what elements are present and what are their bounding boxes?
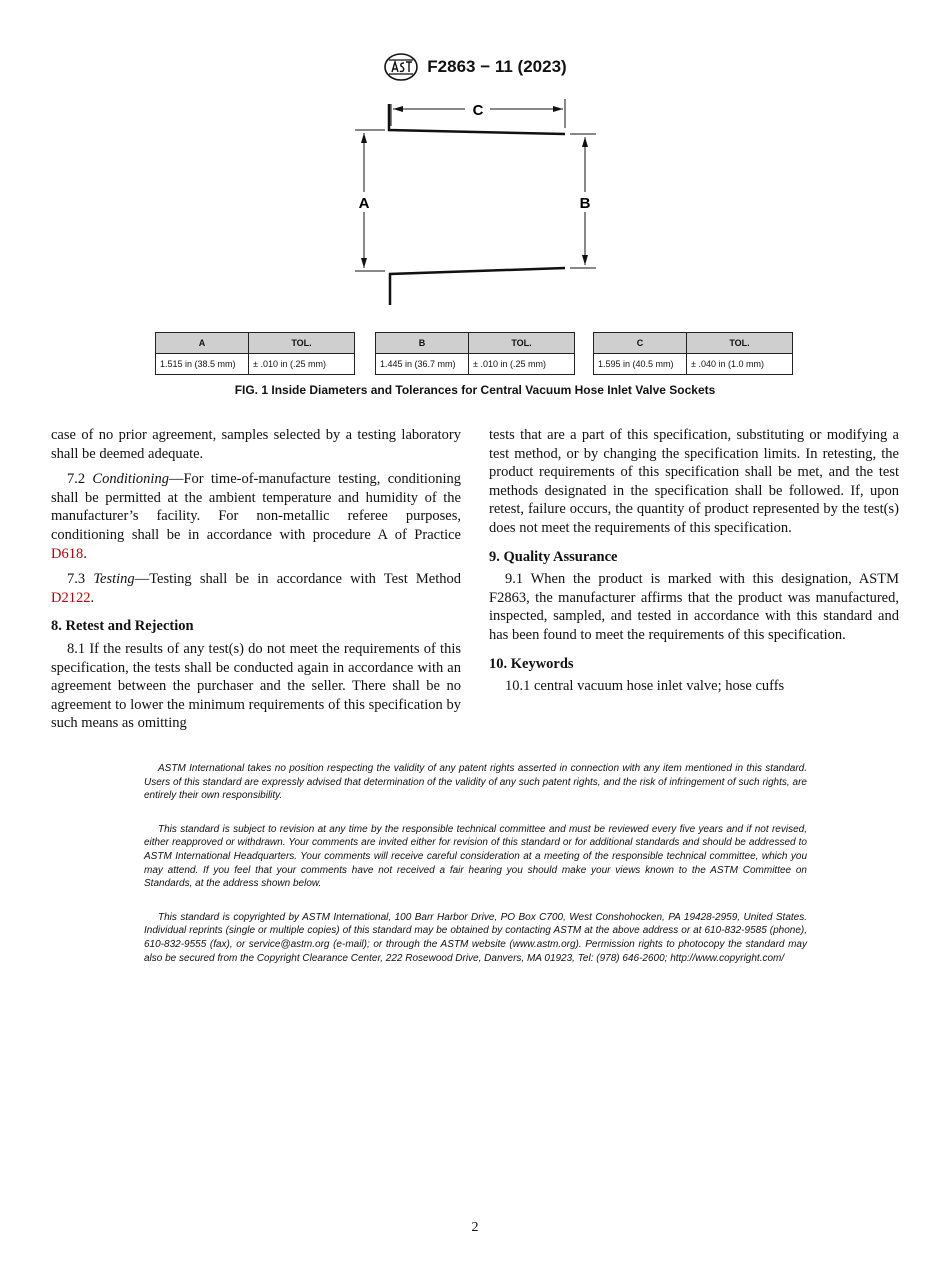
paragraph-8-1: 8.1 If the results of any test(s) do not meet the requirements of this specification, the tests shall be conducted again in accordance with an agreement between the purchaser and the seller. There shall be no agreement to lower the minimum requirements of this specification by such means as omitting	[51, 640, 461, 732]
table-cell: 1.445 in (36.7 mm)	[376, 354, 469, 375]
paragraph-7-1-continued: case of no prior agreement, samples selected by a testing laboratory shall be deemed adequate.	[51, 427, 461, 462]
section-number: 7.3	[67, 571, 86, 588]
table-cell: ± .010 in (.25 mm)	[249, 354, 355, 375]
paragraph-7-2	[51, 470, 461, 563]
note-revision: This standard is subject to revision at any time by the responsible technical committee and must be reviewed every five years and if not revised, either reapproved or withdrawn. Your comments are invited either for revision of this standard or for additional standards and should be addressed to ASTM International Headquarters. Your comments will receive careful consideration at a meeting of the responsible technical committee, which you may attend. If you feel that your comments have not received a fair hearing you should make your views known to the ASTM Committee on Standards, at the address shown below.	[144, 823, 807, 890]
paragraph-7-3	[51, 570, 461, 607]
table-cell: 1.595 in (40.5 mm)	[594, 354, 687, 375]
document-designation: F2863 − 11 (2023)	[427, 57, 567, 76]
table-header: TOL.	[687, 333, 793, 354]
table-header: A	[156, 333, 249, 354]
table-header: C	[594, 333, 687, 354]
table-cell: ± .040 in (1.0 mm)	[687, 354, 793, 375]
table-header: TOL.	[469, 333, 575, 354]
page-header	[0, 52, 950, 82]
link-d2122[interactable]: D2122	[51, 589, 91, 606]
table-header: TOL.	[249, 333, 355, 354]
punctuation: .	[90, 589, 95, 606]
punctuation: .	[83, 545, 87, 562]
figure-diagram	[0, 95, 950, 325]
paragraph-9-1: 9.1 When the product is marked with this designation, ASTM F2863, the manufacturer affirms that the product was manufactured, inspected, sampled, and tested in accordance with this standard and has been found to meet the requirements of this specification.	[489, 571, 899, 643]
paragraph-8-1-continued: tests that are a part of this specification, substituting or modifying a test method, or by changing the specification limits. In retesting, the product requirements of this specification shall be met, and the test methods designated in the specification shall be followed. If, upon retest, failure occurs, the quantity of product represented by the test(s) does not meet the requirements of this specification.	[489, 427, 899, 536]
table-header: B	[376, 333, 469, 354]
table-cell: ± .010 in (.25 mm)	[469, 354, 575, 375]
heading-retest-and-rejection: 8. Retest and Rejection	[51, 618, 194, 635]
page-number: 2	[471, 1220, 479, 1235]
paragraph-text: —Testing shall be in accordance with Test Method	[134, 571, 462, 588]
footer-notes	[144, 762, 807, 985]
paragraph-text: —For time-of-manufacture testing, conditioning shall be permitted at the ambient temperature and humidity of the manufacturer’s facility. For non-metallic referee purposes, conditioning shall be in accordance with procedure A of Practice	[51, 471, 461, 543]
dimension-label-b: B	[579, 195, 591, 212]
dimension-label-a: A	[358, 195, 370, 212]
heading-quality-assurance: 9. Quality Assurance	[489, 548, 618, 565]
link-d618[interactable]: D618	[51, 545, 84, 562]
dimension-table-a	[155, 332, 355, 375]
paragraph-10-1: 10.1 central vacuum hose inlet valve; hose cuffs	[505, 678, 785, 695]
right-column	[489, 426, 899, 703]
note-patent-rights: ASTM International takes no position respecting the validity of any patent rights asserted in connection with any item mentioned in this standard. Users of this standard are expressly advised that determination of the validity of any such patent rights, and the risk of infringement of such rights, are entirely their own responsibility.	[144, 763, 807, 802]
astm-logo-icon	[383, 52, 419, 82]
note-copyright: This standard is copyrighted by ASTM International, 100 Barr Harbor Drive, PO Box C700, West Conshohocken, PA 19428-2959, United States. Individual reprints (single or multiple copies) of this standard may be obtained by contacting ASTM at the above address or at 610-832-9585 (phone), 610-832-9555 (fax), or service@astm.org (e-mail); or through the ASTM website (www.astm.org). Permission rights to photocopy the standard may also be secured from the Copyright Clearance Center, 222 Rosewood Drive, Danvers, MA 01923, Tel: (978) 646-2600; http://www.copyright.com/	[144, 911, 807, 964]
figure-caption: FIG. 1 Inside Diameters and Tolerances for Central Vacuum Hose Inlet Valve Sockets	[234, 383, 716, 397]
section-number: 7.2	[67, 471, 86, 488]
socket-lower-wall	[390, 268, 565, 305]
term-testing: Testing	[93, 571, 135, 588]
term-conditioning: Conditioning	[92, 471, 169, 488]
dimension-table-b	[375, 332, 575, 375]
table-cell: 1.515 in (38.5 mm)	[156, 354, 249, 375]
left-column	[51, 426, 461, 740]
dimension-label-c: C	[472, 102, 484, 119]
dimension-table-c	[593, 332, 793, 375]
heading-keywords: 10. Keywords	[489, 655, 574, 672]
